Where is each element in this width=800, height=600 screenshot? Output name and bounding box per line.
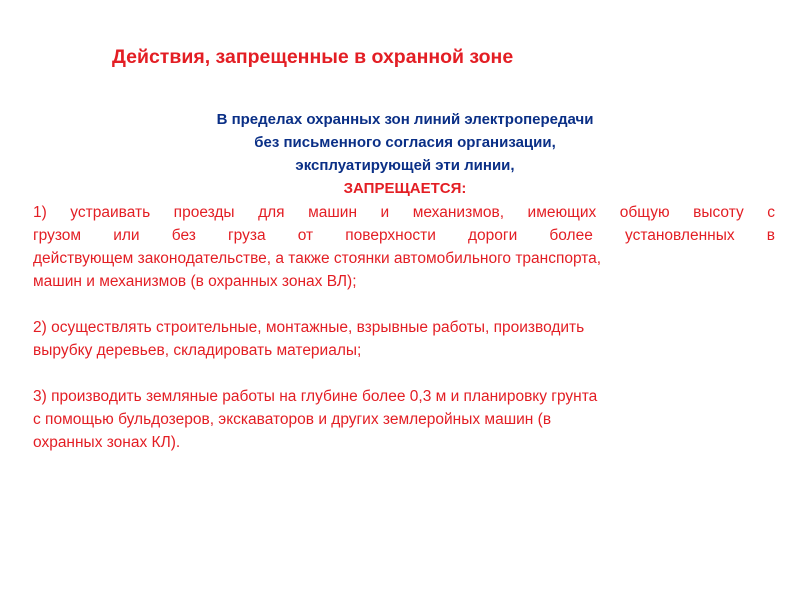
list-item-line: грузом или без груза от поверхности дороги более установленных в [33, 227, 775, 244]
list-item-line: 1) устраивать проезды для машин и механизмов, имеющих общую высоту с [33, 204, 775, 221]
list-item-line: охранных зонах КЛ). [33, 434, 181, 451]
list-item-line: 2) осуществлять строительные, монтажные, взрывные работы, производить [33, 319, 585, 336]
intro-block [100, 108, 710, 200]
intro-line: В пределах охранных зон линий электропередачи [216, 111, 594, 128]
list-item-line: 3) производить земляные работы на глубине более 0,3 м и планировку грунта [33, 388, 598, 405]
list-item-2 [33, 316, 775, 362]
prohibited-actions-list [33, 201, 775, 454]
list-item-1 [33, 201, 775, 293]
intro-line: эксплуатирующей эти линии, [295, 157, 515, 174]
list-item-line: с помощью бульдозеров, экскаваторов и других землеройных машин (в [33, 411, 552, 428]
prohibited-heading: ЗАПРЕЩАЕТСЯ: [343, 180, 467, 197]
intro-line: без письменного согласия организации, [254, 134, 556, 151]
list-item-line: действующем законодательстве, а также стоянки автомобильного транспорта, [33, 250, 602, 267]
list-item-line: машин и механизмов (в охранных зонах ВЛ); [33, 273, 357, 290]
list-item-3 [33, 385, 775, 454]
spacer [33, 293, 775, 316]
list-item-line: вырубку деревьев, складировать материалы; [33, 342, 362, 359]
spacer [33, 362, 775, 385]
slide-title: Действия, запрещенные в охранной зоне [112, 46, 514, 68]
